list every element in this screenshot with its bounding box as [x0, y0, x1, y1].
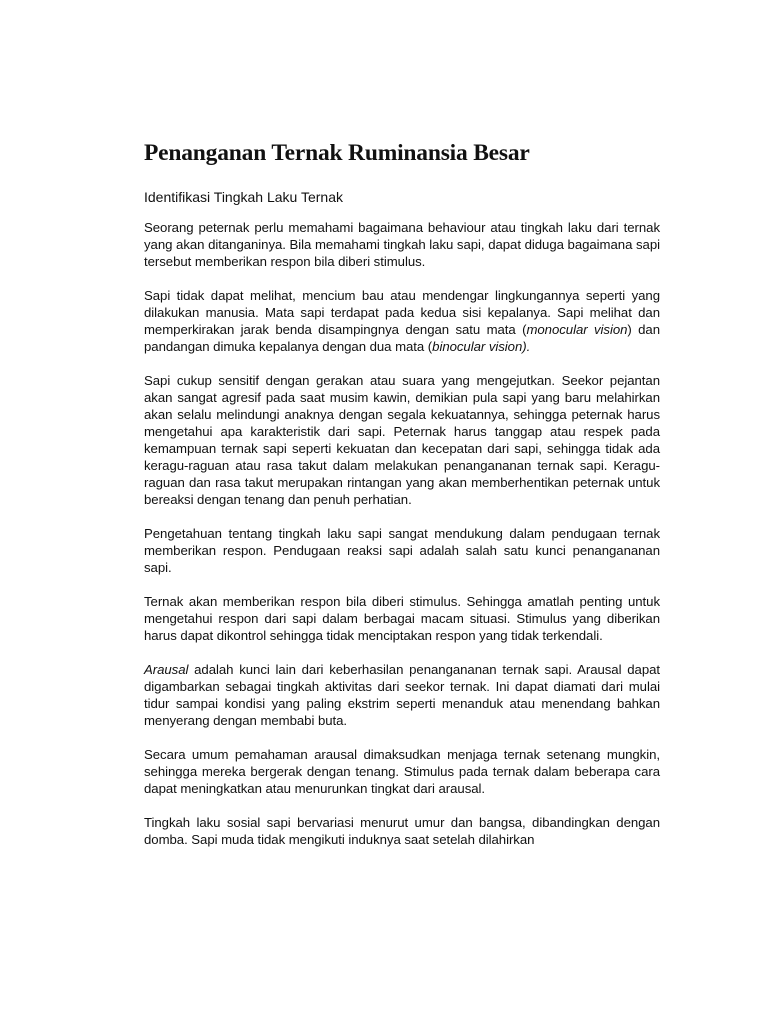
paragraph-text: Sapi tidak dapat melihat, mencium bau atau mendengar lingkungannya seperti yang dilakukan manusia. Mata sapi terdapat pada kedua sisi kepalanya. Sapi melihat dan memperkirakan jarak benda disampingnya dengan satu mata ( — [144, 288, 660, 337]
paragraph-text: Pengetahuan tentang tingkah laku sapi sangat mendukung dalam pendugaan ternak memberikan respon. Pendugaan reaksi sapi adalah salah satu kunci penangananan sapi. — [144, 526, 660, 575]
paragraph-text: Seorang peternak perlu memahami bagaimana behaviour atau tingkah laku dari ternak yang akan ditanganinya. Bila memahami tingkah laku sapi, dapat diduga bagaimana sapi tersebut memberikan respon bila diberi stimulus. — [144, 220, 660, 269]
paragraph — [144, 287, 660, 355]
italic-text: Arausal — [144, 662, 189, 677]
paragraph-text: Secara umum pemahaman arausal dimaksudkan menjaga ternak setenang mungkin, sehingga mereka bergerak dengan tenang. Stimulus pada ternak dalam beberapa cara dapat meningkatkan atau menurunkan tingkat dari arausal. — [144, 747, 660, 796]
paragraph-text: Sapi cukup sensitif dengan gerakan atau suara yang mengejutkan. Seekor pejantan akan sangat agresif pada saat musim kawin, demikian pula sapi yang baru melahirkan akan selalu melindungi anaknya dengan segala kekuatannya, sehingga peternak harus mengetahui apa karakteristik dari sapi. Peternak harus tanggap atau respek pada kemampuan ternak sapi seperti kekuatan dan kecepatan dari sapi, sehingga tidak ada keragu-raguan atau rasa takut dalam melakukan penangananan ternak sapi. Keragu-raguan dan rasa takut merupakan rintangan yang akan memberhentikan peternak untuk bereaksi dengan tenang dan penuh perhatian. — [144, 373, 660, 507]
section-heading: Identifikasi Tingkah Laku Ternak — [144, 189, 343, 205]
paragraph — [144, 525, 660, 576]
document-page — [144, 138, 660, 848]
paragraph-text: Tingkah laku sosial sapi bervariasi menurut umur dan bangsa, dibandingkan dengan domba. Sapi muda tidak mengikuti induknya saat setelah dilahirkan — [144, 815, 660, 847]
paragraph-text: adalah kunci lain dari keberhasilan penangananan ternak sapi. Arausal dapat digambarkan sebagai tingkah aktivitas dari seekor ternak. Ini dapat diamati dari mulai tidur sampai kondisi yang paling ekstrim seperti menanduk atau menendang bahkan menyerang dengan membabi buta. — [144, 662, 660, 728]
paragraph-text: Ternak akan memberikan respon bila diberi stimulus. Sehingga amatlah penting untuk mengetahui respon dari sapi dalam berbagai macam situasi. Stimulus yang diberikan harus dapat dikontrol sehingga tidak menciptakan respon yang tidak terkendali. — [144, 594, 660, 643]
paragraph — [144, 219, 660, 270]
document-title: Penanganan Ternak Ruminansia Besar — [144, 140, 530, 166]
paragraph — [144, 661, 660, 729]
paragraph — [144, 814, 660, 848]
paragraph — [144, 372, 660, 508]
paragraph — [144, 746, 660, 797]
italic-text: monocular vision — [526, 322, 628, 337]
document-body — [144, 219, 660, 848]
paragraph-text: ) dan pandangan dimuka kepalanya dengan dua mata ( — [144, 322, 661, 354]
italic-text: binocular vision). — [432, 339, 531, 354]
paragraph — [144, 593, 660, 644]
